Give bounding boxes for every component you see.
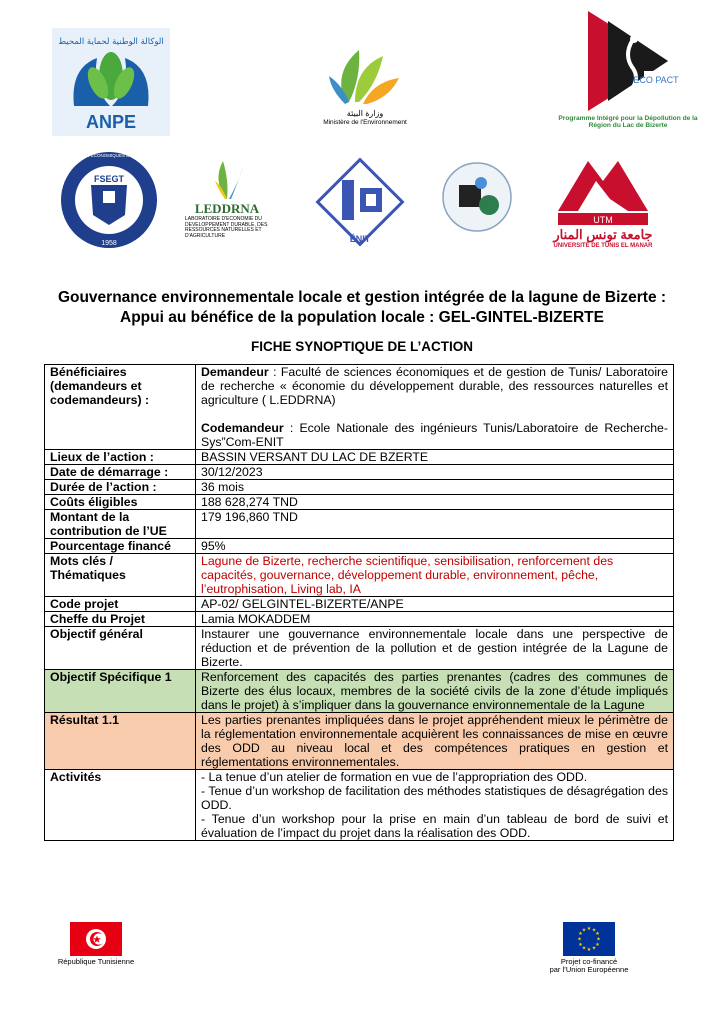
couts-value: 188 628,274 TND — [196, 495, 674, 510]
synopsis-table — [44, 364, 674, 841]
ministere-text: Ministère de l'Environnement — [323, 118, 407, 126]
eu-caption-line2: par l’Union Européenne — [549, 965, 629, 975]
duree-label: Durée de l’action : — [45, 480, 196, 495]
activites-label: Activités — [45, 770, 196, 841]
table-row — [45, 510, 674, 539]
pourcentage-label: Pourcentage financé — [45, 539, 196, 554]
table-row — [45, 670, 674, 713]
os1-label: Objectif Spécifique 1 — [45, 670, 196, 713]
enit-text: ÉNIT — [349, 234, 371, 244]
svg-text:★: ★ — [577, 936, 582, 943]
cheffe-label: Cheffe du Projet — [45, 612, 196, 627]
demandeur-label: Demandeur — [201, 365, 269, 379]
os1-value: Renforcement des capacités des parties prenantes (cadres des communes de Bizerte des élus locaux, membres de la société civils de la zone d’étude impliqués dans le projet) à s’impliquer dans la gouvernance environnementale de la Lagune — [196, 670, 674, 713]
table-row — [45, 365, 674, 450]
leddrna-text: LEDDRNA — [194, 201, 260, 216]
utm-arabic: جامعة تونس المنار — [553, 226, 653, 242]
table-row — [45, 554, 674, 597]
mots-value: Lagune de Bizerte, recherche scientifique, sensibilisation, renforcement des capacités, gouvernance, développement durable, environnement, pêche, l’eutrophisation, Living lab, IA — [196, 554, 674, 597]
leddrna-caption: LABORATOIRE D'ECONOMIE DU DEVELOPPEMENT DURABLE, DES RESSOURCES NATURELLES ET D'AGRICULTURE — [185, 216, 268, 239]
document-title — [0, 288, 724, 328]
codemandeur — [201, 421, 668, 449]
demandeur-text: : Faculté de sciences économiques et de gestion de Tunis/ Laboratoire de recherche « économie du développement durable, des ressources naturelles et agriculture ( L.EDDRNA) — [201, 365, 668, 407]
table-row — [45, 612, 674, 627]
svg-text:★: ★ — [578, 942, 583, 948]
cheffe-value: Lamia MOKADDEM — [196, 612, 674, 627]
ministere-arabic: وزارة البيئة — [346, 109, 384, 119]
enit-logo — [304, 148, 416, 256]
codemandeur-text: : Ecole Nationale des ingénieurs Tunis/Laboratoire de Recherche- Sys”Com-ENIT — [201, 421, 668, 449]
eu-flag — [563, 922, 615, 956]
montant-label: Montant de la contribution de l’UE — [45, 510, 196, 539]
r11-label: Résultat 1.1 — [45, 713, 196, 770]
duree-value: 36 mois — [196, 480, 674, 495]
table-row — [45, 495, 674, 510]
svg-text:★: ★ — [578, 931, 583, 937]
fsegt-center: FSEGT — [93, 174, 125, 184]
svg-text:★: ★ — [581, 927, 587, 934]
eu-caption — [526, 958, 652, 975]
activite-item: - Tenue d’un workshop pour la prise en main d’un tableau de bord de suivi et évaluation de l’impact du projet dans la réalisation des ODD. — [201, 812, 668, 840]
svg-text:★: ★ — [586, 926, 592, 932]
table-row — [45, 539, 674, 554]
ecopact-caption: Programme Intégré pour la Dépollution de la Région du Lac de Bizerte — [558, 114, 698, 129]
leddrna-logo — [184, 148, 270, 248]
objectif-value: Instaurer une gouvernance environnementale locale dans une perspective de réduction et de prévention de la pollution et de gestion intégrée de la Lagune de Bizerte. — [196, 627, 674, 670]
fsegt-ring: FACULTE DES SCIENCES ECONOMIQUES ET DE GESTION DE TUNIS — [34, 153, 184, 158]
code-value: AP-02/ GELGINTEL-BIZERTE/ANPE — [196, 597, 674, 612]
fsegt-logo — [34, 144, 184, 256]
demandeur — [201, 365, 668, 407]
table-row — [45, 713, 674, 770]
fsegt-year: 1958 — [101, 240, 117, 247]
svg-text:★: ★ — [595, 942, 600, 948]
title-line2: Appui au bénéfice de la population locale : GEL-GINTEL-BIZERTE — [120, 309, 604, 326]
date-value: 30/12/2023 — [196, 465, 674, 480]
svg-text:★: ★ — [581, 945, 587, 952]
utm-caption: UNIVERSITÉ DE TUNIS EL MANAR — [553, 242, 653, 249]
eu-caption-line1: Projet co-financé — [560, 957, 618, 966]
anpe-logo — [52, 28, 170, 136]
title-line1: Gouvernance environnementale locale et gestion intégrée de la lagune de Bizerte : — [57, 289, 667, 306]
pourcentage-value: 95% — [196, 539, 674, 554]
svg-text:★: ★ — [591, 945, 597, 952]
ecopact-logo — [548, 6, 708, 134]
objectif-label: Objectif général — [45, 627, 196, 670]
lieux-value: BASSIN VERSANT DU LAC DE BZERTE — [196, 450, 674, 465]
anpe-text: ANPE — [85, 112, 137, 132]
utm-text: UTM — [593, 214, 613, 225]
svg-text:★: ★ — [586, 947, 592, 953]
activite-item: - La tenue d’un atelier de formation en vue de l’appropriation des ODD. — [201, 770, 588, 784]
tunisia-caption: République Tunisienne — [57, 957, 135, 966]
montant-value: 179 196,860 TND — [196, 510, 674, 539]
table-row — [45, 770, 674, 841]
svg-text:★: ★ — [595, 931, 600, 937]
date-label: Date de démarrage : — [45, 465, 196, 480]
utm-logo — [540, 144, 666, 256]
code-label: Code projet — [45, 597, 196, 612]
lieux-label: Lieux de l’action : — [45, 450, 196, 465]
ministere-logo — [300, 34, 430, 134]
anpe-arabic: الوكالة الوطنية لحماية المحيط — [58, 37, 164, 47]
table-row — [45, 465, 674, 480]
table-row — [45, 480, 674, 495]
beneficiaires-label: Bénéficiaires (demandeurs et codemandeurs) : — [45, 365, 196, 450]
table-row — [45, 450, 674, 465]
activite-item: - Tenue d’un workshop de facilitation des méthodes statistiques de désagrégation des ODD. — [201, 784, 668, 812]
document-subtitle: FICHE SYNOPTIQUE DE L’ACTION — [250, 339, 474, 354]
tunisia-flag — [70, 922, 122, 956]
svg-text:★: ★ — [591, 927, 597, 934]
beneficiaires-cell — [196, 365, 674, 450]
mots-label: Mots clés / Thématiques — [45, 554, 196, 597]
r11-value: Les parties prenantes impliquées dans le projet appréhendent mieux le périmètre de la réglementation environnementale acquièrent les connaissances de mise en œuvre des ODD au niveau local et des compétences pratiques en gestion et réglementations environnementales. — [196, 713, 674, 770]
activites-cell — [196, 770, 674, 841]
table-row — [45, 597, 674, 612]
syscom-logo — [440, 160, 514, 234]
codemandeur-label: Codemandeur — [201, 421, 284, 435]
ecopact-text: ECO PACT — [633, 74, 679, 85]
svg-text:★: ★ — [596, 936, 601, 943]
table-row — [45, 627, 674, 670]
couts-label: Coûts éligibles — [45, 495, 196, 510]
